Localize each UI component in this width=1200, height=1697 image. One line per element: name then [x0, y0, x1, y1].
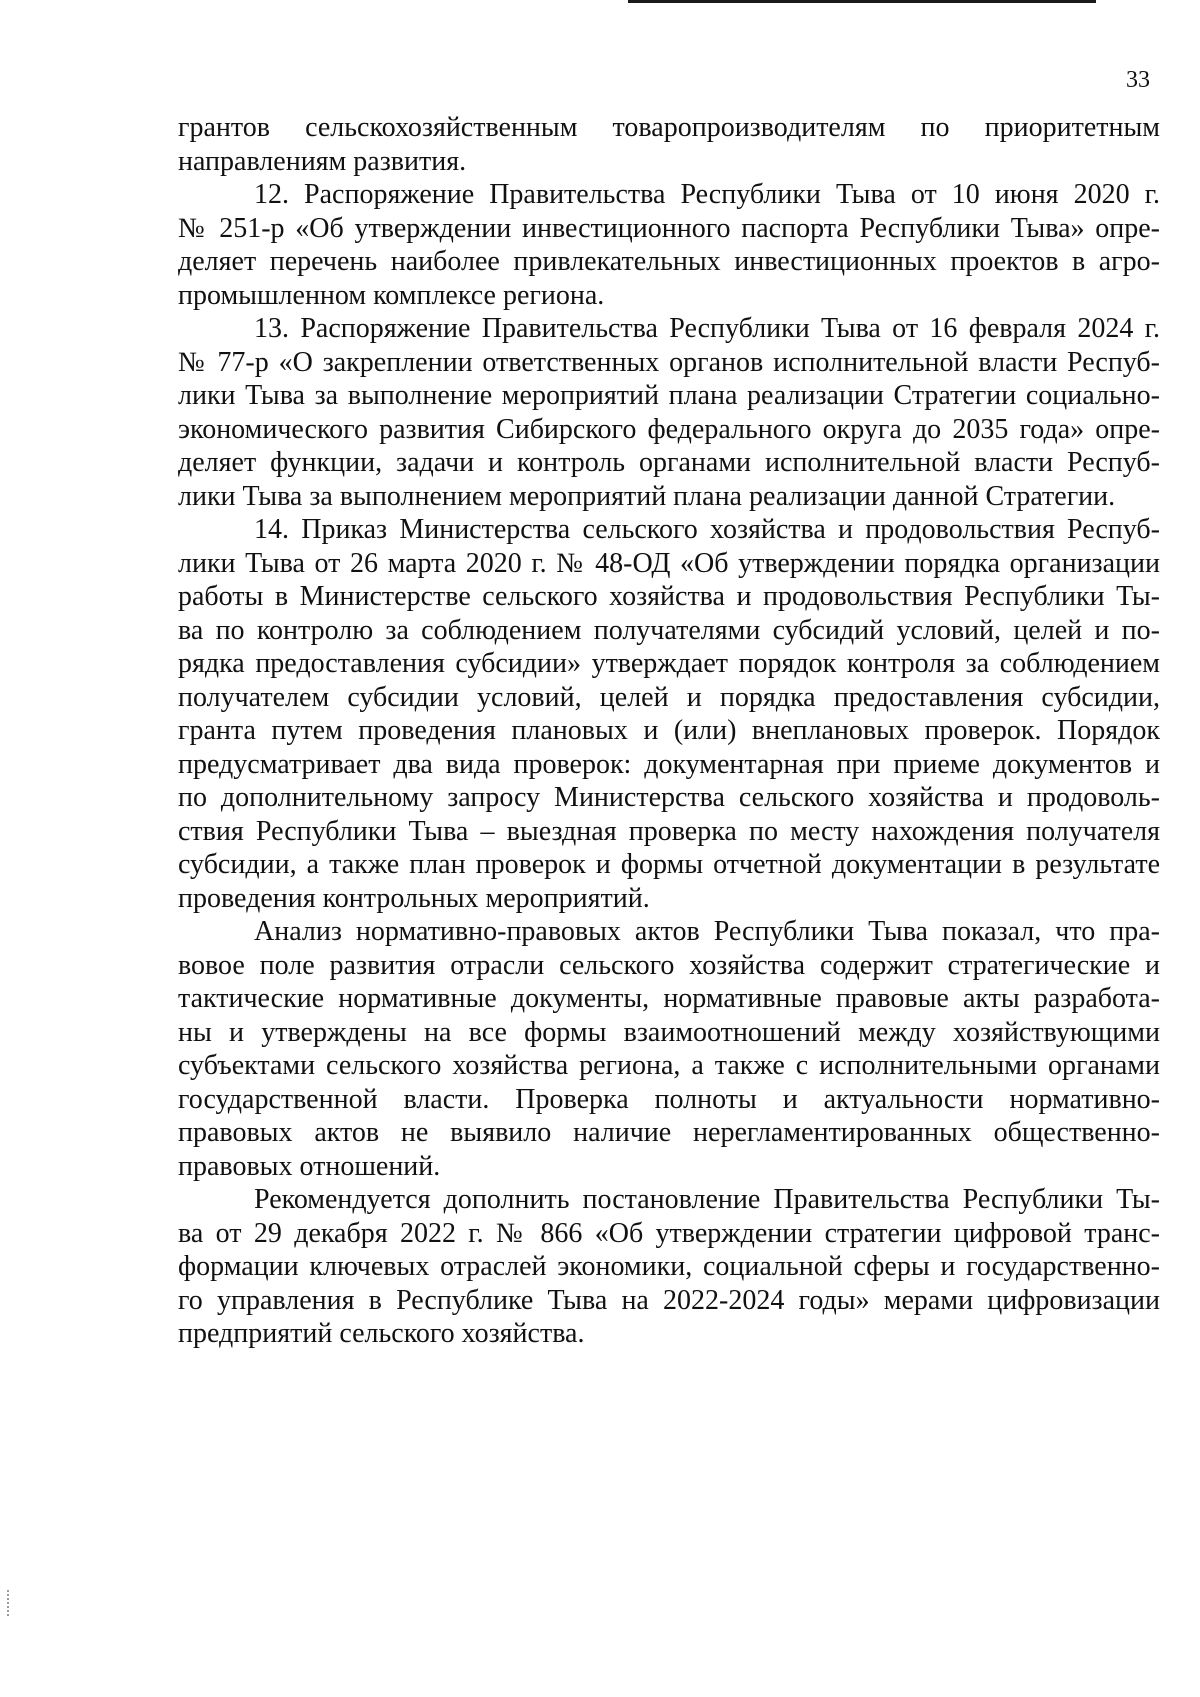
text-line: гранта путем проведения плановых и (или) внеплановых проверок. Порядок: [178, 715, 1160, 746]
text-line: № 251-р «Об утверждении инвестиционного паспорта Республики Тыва» опре-: [178, 212, 1160, 244]
text-line: тактические нормативные документы, нормативные правовые акты разработа-: [178, 983, 1160, 1014]
text-line: 14. Приказ Министерства сельского хозяйства и продовольствия Респуб-: [254, 514, 1160, 545]
top-edge-rule: [628, 0, 1096, 3]
text-line: субъектами сельского хозяйства региона, а также с исполнительными органами: [178, 1050, 1160, 1081]
text-line: ва от 29 декабря 2022 г. № 866 «Об утверждении стратегии цифровой транс-: [178, 1217, 1160, 1249]
text-line: лики Тыва за выполнение мероприятий плана реализации Стратегии социально-: [178, 380, 1160, 411]
scan-margin-mark: [7, 1590, 11, 1616]
text-line: субсидии, а также план проверок и формы отчетной документации в результате: [178, 849, 1160, 880]
text-line: государственной власти. Проверка полноты и актуальности нормативно-: [178, 1083, 1160, 1115]
text-line: экономического развития Сибирского федерального округа до 2035 года» опре-: [178, 413, 1160, 445]
text-line: проведения контрольных мероприятий.: [178, 882, 650, 914]
text-line: 13. Распоряжение Правительства Республики Тыва от 16 февраля 2024 г.: [254, 313, 1160, 344]
paragraph-analysis: [178, 915, 1160, 1183]
text-line: ва по контролю за соблюдением получателями субсидий условий, целей и по-: [178, 614, 1160, 646]
text-line: предприятий сельского хозяйства.: [178, 1318, 585, 1349]
text-line: го управления в Республике Тыва на 2022-2024 годы» мерами цифровизации: [178, 1284, 1160, 1316]
text-line: ствия Республики Тыва – выездная проверка по месту нахождения получателя: [178, 815, 1160, 847]
text-line: 12. Распоряжение Правительства Республики Тыва от 10 июня 2020 г.: [254, 179, 1160, 210]
text-line: работы в Министерстве сельского хозяйства и продовольствия Республики Ты-: [178, 581, 1160, 612]
text-line: № 77-р «О закреплении ответственных органов исполнительной власти Респуб-: [178, 346, 1160, 378]
text-line: формации ключевых отраслей экономики, социальной сферы и государственно-: [178, 1251, 1160, 1282]
text-line: предусматривает два вида проверок: документарная при приеме документов и: [178, 748, 1160, 780]
text-line: правовых актов не выявило наличие нерегламентированных общественно-: [178, 1117, 1160, 1148]
text-line: правовых отношений.: [178, 1150, 441, 1182]
text-line: грантов сельскохозяйственным товаропроизводителям по приоритетным: [178, 112, 1160, 143]
text-line: ны и утверждены на все формы взаимоотношений между хозяйствующими: [178, 1016, 1160, 1048]
text-line: деляет перечень наиболее привлекательных инвестиционных проектов в агро-: [178, 246, 1160, 277]
text-line: лики Тыва от 26 марта 2020 г. № 48-ОД «Об утверждении порядка организации: [178, 547, 1160, 579]
paragraph-recommendation: [178, 1183, 1160, 1351]
text-line: направлениям развития.: [178, 145, 467, 177]
document-body: [178, 111, 1160, 1351]
paragraph-item-12: [178, 178, 1160, 312]
text-line: вовое поле развития отрасли сельского хозяйства содержит стратегические и: [178, 949, 1160, 981]
text-line: лики Тыва за выполнением мероприятий плана реализации данной Стратегии.: [178, 480, 1116, 512]
text-line: деляет функции, задачи и контроль органами исполнительной власти Респуб-: [178, 447, 1160, 478]
text-line: рядка предоставления субсидии» утверждает порядок контроля за соблюдением: [178, 648, 1160, 679]
text-line: Анализ нормативно-правовых актов Республики Тыва показал, что пра-: [254, 916, 1160, 947]
text-line: получателем субсидии условий, целей и порядка предоставления субсидии,: [178, 681, 1160, 713]
text-line: по дополнительному запросу Министерства сельского хозяйства и продоволь-: [178, 782, 1160, 813]
text-line: Рекомендуется дополнить постановление Правительства Республики Ты-: [254, 1184, 1160, 1215]
paragraph-grants-continuation: [178, 111, 1160, 178]
paragraph-item-13: [178, 312, 1160, 513]
paragraph-item-14: [178, 513, 1160, 915]
text-line: промышленном комплексе региона.: [178, 279, 605, 311]
page-number: 33: [1126, 67, 1150, 93]
